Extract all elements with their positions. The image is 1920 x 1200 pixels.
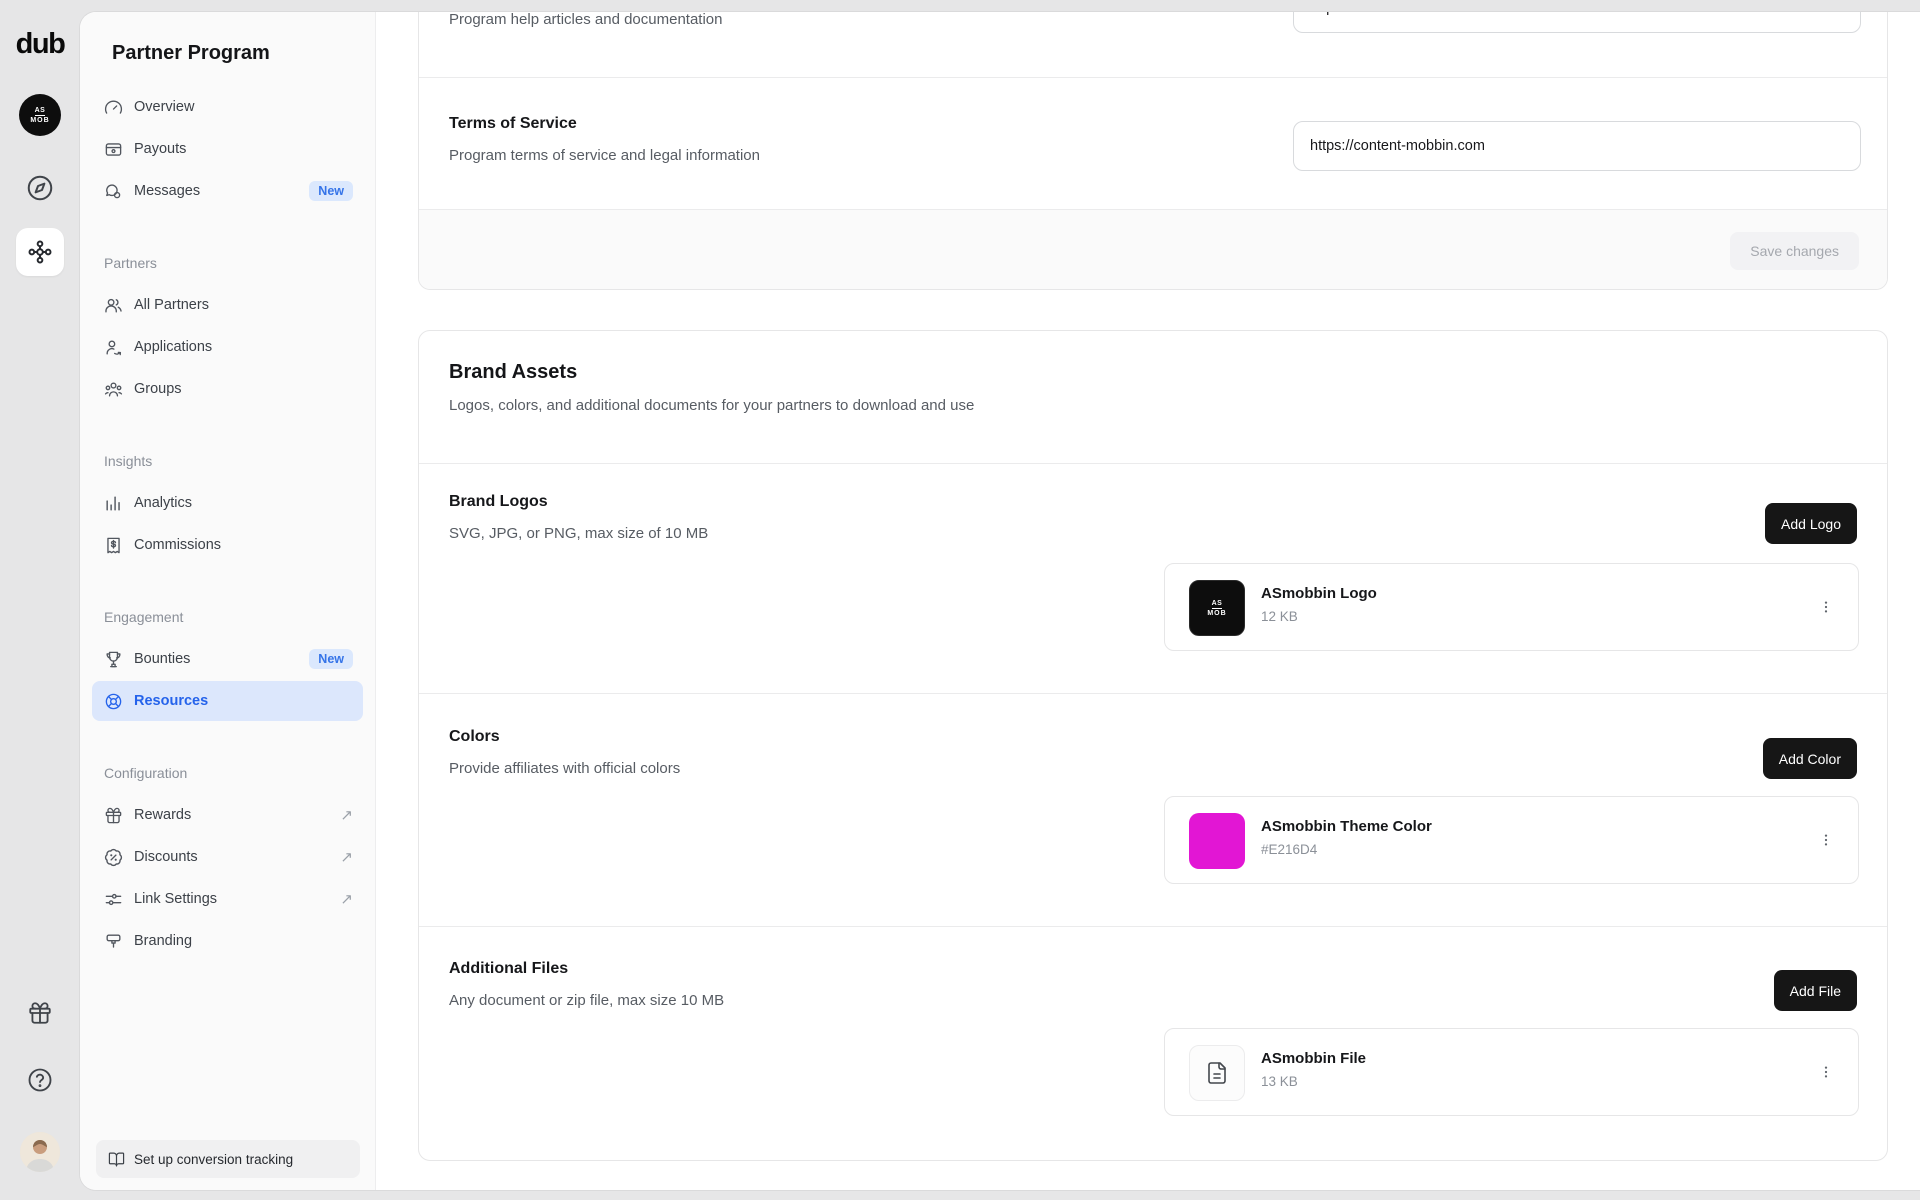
sidebar-section-insights [92, 453, 363, 565]
sidebar-item-link-settings[interactable] [92, 879, 363, 919]
dub-logo[interactable]: dub [15, 28, 65, 60]
section-title-colors: Colors [449, 728, 500, 745]
external-link-icon: ↗ [340, 806, 353, 824]
color-swatch [1189, 813, 1245, 869]
sidebar-item-label: Messages [134, 183, 201, 199]
network-nodes-icon [26, 238, 54, 266]
sidebar-item-messages[interactable] [92, 171, 363, 211]
asset-item-color [1164, 796, 1859, 884]
wallet-icon [104, 140, 123, 159]
add-file-button[interactable]: Add File [1774, 970, 1857, 1011]
section-label: Engagement [104, 609, 184, 625]
main-content [376, 12, 1920, 1190]
new-badge: New [309, 181, 353, 201]
sidebar-item-label: Payouts [134, 141, 187, 157]
brand-assets-subtitle: Logos, colors, and additional documents for your partners to download and use [449, 397, 975, 414]
section-desc-brand-logos: SVG, JPG, or PNG, max size of 10 MB [449, 525, 709, 542]
asset-item-file [1164, 1028, 1859, 1116]
sidebar-item-overview[interactable] [92, 87, 363, 127]
logo-thumbnail: AS MOB [1189, 580, 1245, 636]
compass-icon[interactable] [22, 170, 58, 206]
book-open-icon [108, 1151, 125, 1168]
sidebar-item-rewards[interactable] [92, 795, 363, 835]
footer-button-label: Set up conversion tracking [134, 1151, 294, 1167]
section-title-additional-files: Additional Files [449, 960, 569, 977]
sliders-icon [104, 890, 123, 909]
row-desc-terms-of-service: Program terms of service and legal information [449, 147, 760, 164]
lifebuoy-icon [104, 692, 123, 711]
partner-program-tile[interactable] [16, 228, 64, 276]
sidebar-item-analytics[interactable] [92, 483, 363, 523]
sidebar-item-branding[interactable] [92, 921, 363, 961]
gift-icon [104, 806, 123, 825]
row-title-terms-of-service: Terms of Service [449, 115, 577, 132]
section-label: Configuration [104, 765, 188, 781]
asmob-mini-logo: AS MOB [30, 106, 50, 124]
gift-icon[interactable] [22, 995, 58, 1031]
setup-conversion-tracking-button[interactable] [96, 1140, 360, 1178]
brand-assets-card [418, 330, 1888, 1161]
paint-roller-icon [104, 932, 123, 951]
sidebar-item-label: Discounts [134, 849, 198, 865]
add-logo-button[interactable]: Add Logo [1765, 503, 1857, 544]
save-changes-button[interactable]: Save changes [1730, 232, 1859, 270]
asset-name: ASmobbin Theme Color [1261, 818, 1432, 835]
kebab-menu-icon[interactable] [1812, 593, 1840, 621]
settings-card-footer [419, 209, 1887, 289]
users-icon [104, 296, 123, 315]
sidebar-item-discounts[interactable] [92, 837, 363, 877]
asset-name: ASmobbin File [1261, 1050, 1366, 1067]
sidebar-item-label: Bounties [134, 651, 191, 667]
workspace-avatar[interactable] [19, 94, 61, 136]
sidebar-item-all-partners[interactable] [92, 285, 363, 325]
sidebar-item-label: Applications [134, 339, 213, 355]
sidebar-item-label: Overview [134, 99, 195, 115]
app-rail [0, 0, 80, 1200]
asset-meta: 12 KB [1261, 609, 1298, 624]
divider [419, 693, 1887, 694]
trophy-icon [104, 650, 123, 669]
sidebar-item-label: Rewards [134, 807, 192, 823]
sidebar-item-groups[interactable] [92, 369, 363, 409]
file-text-icon [1205, 1061, 1229, 1085]
section-title-brand-logos: Brand Logos [449, 493, 548, 510]
sidebar-item-commissions[interactable] [92, 525, 363, 565]
kebab-menu-icon[interactable] [1812, 1058, 1840, 1086]
receipt-dollar-icon [104, 536, 123, 555]
page-title: Partner Program [112, 42, 270, 64]
user-group-icon [104, 380, 123, 399]
user-avatar[interactable] [20, 1132, 60, 1172]
sidebar-section-partners [92, 255, 363, 409]
section-desc-additional-files: Any document or zip file, max size 10 MB [449, 992, 725, 1009]
add-color-button[interactable]: Add Color [1763, 738, 1857, 779]
external-link-icon: ↗ [340, 848, 353, 866]
chat-icon [104, 182, 123, 201]
asset-name: ASmobbin Logo [1261, 585, 1377, 602]
sidebar-item-payouts[interactable] [92, 129, 363, 169]
sidebar-item-label: Link Settings [134, 891, 218, 907]
divider [419, 77, 1887, 78]
help-icon[interactable] [22, 1062, 58, 1098]
gauge-icon [104, 98, 123, 117]
asset-item-logo [1164, 563, 1859, 651]
divider [419, 463, 1887, 464]
external-link-icon: ↗ [340, 890, 353, 908]
sidebar-item-resources[interactable] [92, 681, 363, 721]
bar-chart-icon [104, 494, 123, 513]
asset-meta: 13 KB [1261, 1074, 1298, 1089]
sidebar [80, 12, 376, 1190]
sidebar-nav [92, 87, 363, 961]
new-badge: New [309, 649, 353, 669]
terms-of-service-url-input[interactable] [1293, 121, 1861, 171]
asset-meta: #E216D4 [1261, 842, 1318, 857]
sidebar-item-bounties[interactable] [92, 639, 363, 679]
sidebar-item-label: Resources [134, 693, 209, 709]
user-photo [20, 1132, 60, 1172]
brand-assets-title: Brand Assets [449, 361, 578, 383]
section-label: Insights [104, 453, 153, 469]
sidebar-section-configuration [92, 765, 363, 961]
workspace-shell [80, 12, 1920, 1190]
file-thumbnail [1189, 1045, 1245, 1101]
program-settings-card [418, 12, 1888, 290]
sidebar-section-engagement [92, 609, 363, 721]
user-application-icon [104, 338, 123, 357]
kebab-menu-icon[interactable] [1812, 826, 1840, 854]
sidebar-item-label: Commissions [134, 537, 222, 553]
sidebar-item-label: Analytics [134, 495, 193, 511]
sidebar-item-label: All Partners [134, 297, 209, 313]
divider [419, 926, 1887, 927]
section-desc-colors: Provide affiliates with official colors [449, 760, 681, 777]
section-label: Partners [104, 255, 157, 271]
badge-percent-icon [104, 848, 123, 867]
row-desc-help-center: Program help articles and documentation [449, 12, 723, 28]
sidebar-item-label: Branding [134, 933, 193, 949]
sidebar-item-applications[interactable] [92, 327, 363, 367]
sidebar-item-label: Groups [134, 381, 182, 397]
help-center-url-input[interactable] [1293, 12, 1861, 33]
